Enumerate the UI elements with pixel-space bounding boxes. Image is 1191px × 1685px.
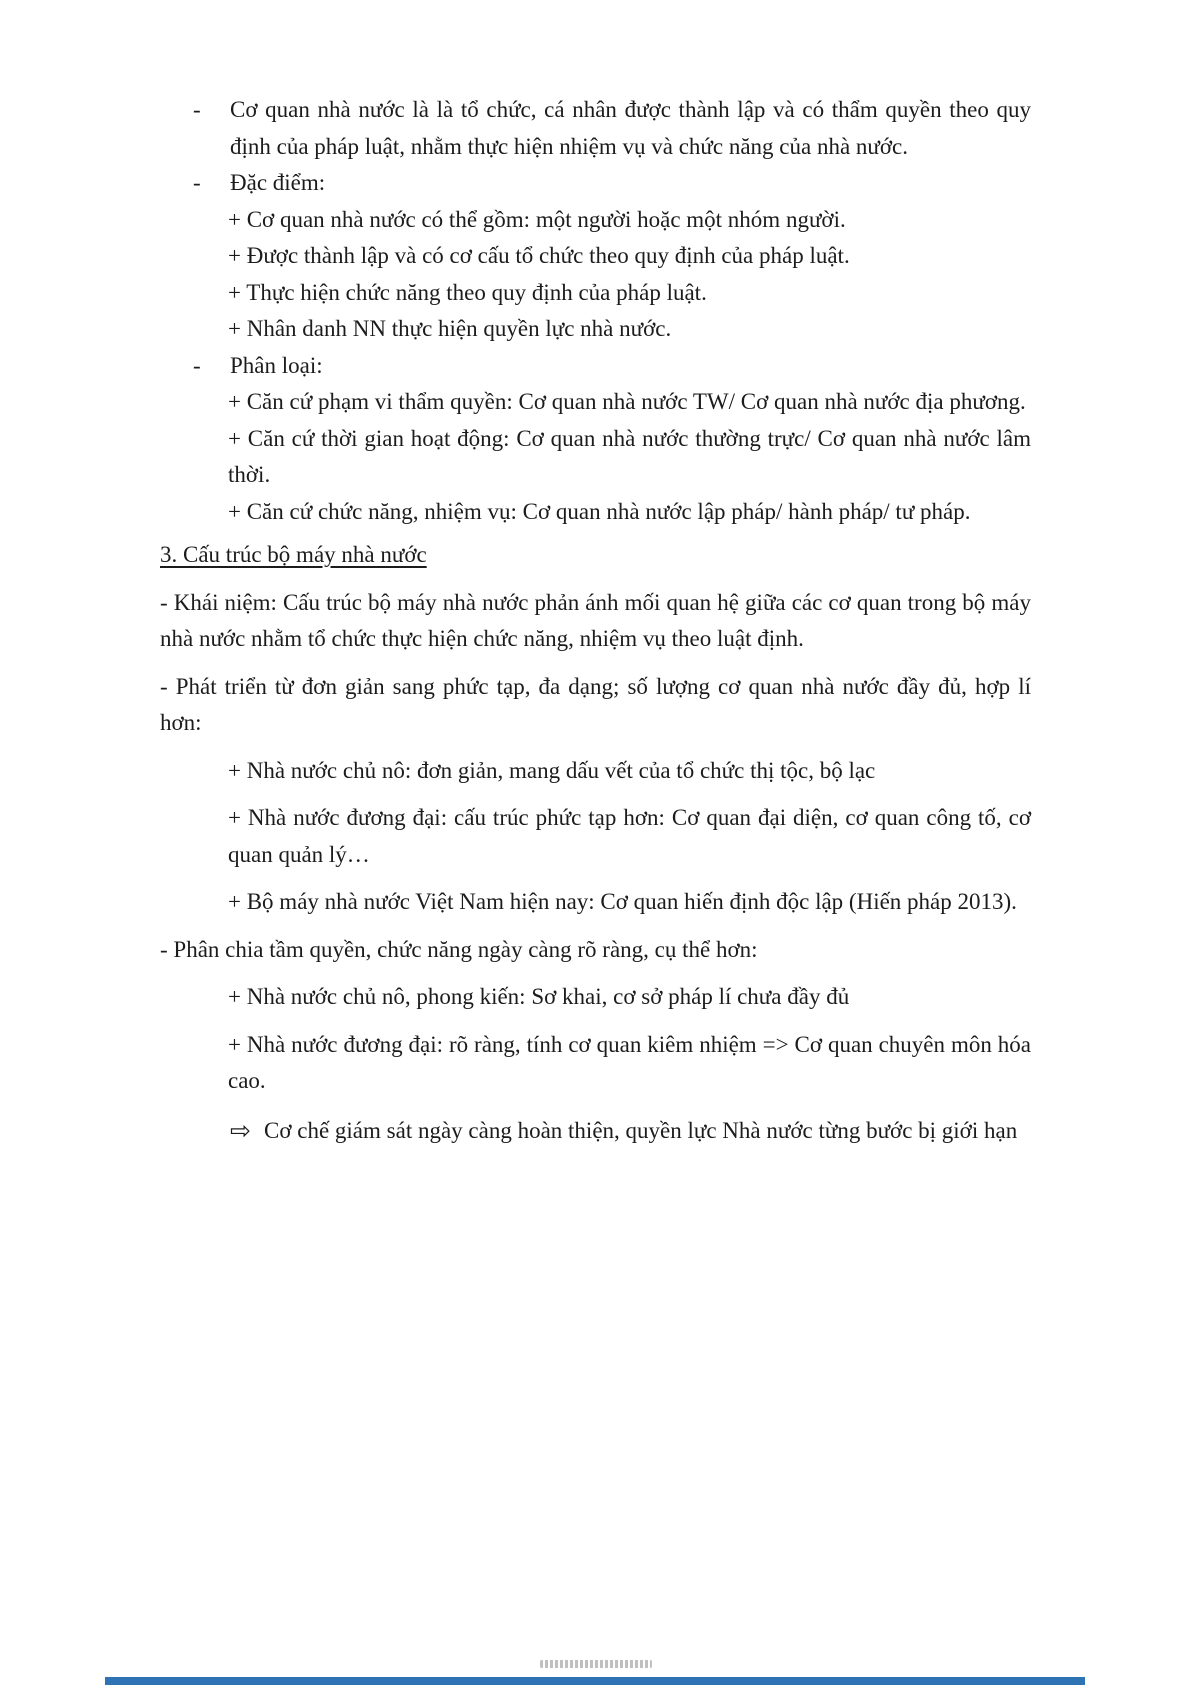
paragraph-division: - Phân chia tầm quyền, chức năng ngày càng rõ ràng, cụ thể hơn: xyxy=(160,936,758,962)
sub-paragraph: + Bộ máy nhà nước Việt Nam hiện nay: Cơ quan hiến định độc lập (Hiến pháp 2013). xyxy=(228,889,1017,914)
footer-blue-bar xyxy=(105,1677,1085,1685)
list-item-definition xyxy=(160,92,1031,165)
sub-paragraph: + Nhà nước chủ nô: đơn giản, mang dấu vết của tổ chức thị tộc, bộ lạc xyxy=(228,757,876,783)
feature-line: + Nhân danh NN thực hiện quyền lực nhà nước. xyxy=(228,316,672,341)
feature-line: + Được thành lập và có cơ cấu tổ chức theo quy định của pháp luật. xyxy=(228,243,850,268)
footer-fine-print xyxy=(540,1660,652,1668)
dash-bullet-marker: - xyxy=(193,97,201,122)
paragraph-development: - Phát triển từ đơn giản sang phức tạp, đa dạng; số lượng cơ quan nhà nước đầy đủ, hợp lí hơn: xyxy=(160,673,1031,735)
classification-line: + Căn cứ thời gian hoạt động: Cơ quan nhà nước thường trực/ Cơ quan nhà nước lâm thời. xyxy=(228,425,1031,487)
dash-bullet-marker: - xyxy=(193,170,201,195)
list-item-text: Cơ quan nhà nước là là tổ chức, cá nhân được thành lập và có thẩm quyền theo quy định của pháp luật, nhằm thực hiện nhiệm vụ và chức năng của nhà nước. xyxy=(230,97,1031,159)
feature-line: + Thực hiện chức năng theo quy định của pháp luật. xyxy=(228,279,707,305)
list-item-text: Đặc điểm: xyxy=(230,170,326,195)
conclusion-item xyxy=(230,1113,1031,1150)
dash-bullet-marker: - xyxy=(193,352,201,378)
sub-paragraph: + Nhà nước đương đại: rõ ràng, tính cơ quan kiêm nhiệm => Cơ quan chuyên môn hóa cao. xyxy=(228,1031,1031,1093)
sub-paragraph: + Nhà nước đương đại: cấu trúc phức tạp hơn: Cơ quan đại diện, cơ quan công tố, cơ quan quản lý… xyxy=(228,805,1031,867)
classification-line: + Căn cứ phạm vi thẩm quyền: Cơ quan nhà nước TW/ Cơ quan nhà nước địa phương. xyxy=(228,389,1026,414)
list-item-classification-label xyxy=(160,348,1031,385)
list-item-characteristics-label xyxy=(160,165,1031,202)
conclusion-text: Cơ chế giám sát ngày càng hoàn thiện, quyền lực Nhà nước từng bước bị giới hạn xyxy=(264,1117,1018,1143)
sub-paragraph: + Nhà nước chủ nô, phong kiến: Sơ khai, cơ sở pháp lí chưa đầy đủ xyxy=(228,984,850,1009)
classification-line: + Căn cứ chức năng, nhiệm vụ: Cơ quan nhà nước lập pháp/ hành pháp/ tư pháp. xyxy=(228,498,971,524)
rightwards-arrow-icon: ⇨ xyxy=(230,1115,251,1145)
section-heading xyxy=(160,537,1031,574)
paragraph-concept: - Khái niệm: Cấu trúc bộ máy nhà nước phản ánh mối quan hệ giữa các cơ quan trong bộ máy nhà nước nhằm tổ chức thực hiện chức năng, nhiệm vụ theo luật định. xyxy=(160,589,1031,651)
section-heading-text: 3. Cấu trúc bộ máy nhà nước xyxy=(160,542,427,567)
feature-line: + Cơ quan nhà nước có thể gồm: một người hoặc một nhóm người. xyxy=(228,206,846,232)
list-item-text: Phân loại: xyxy=(230,352,323,378)
